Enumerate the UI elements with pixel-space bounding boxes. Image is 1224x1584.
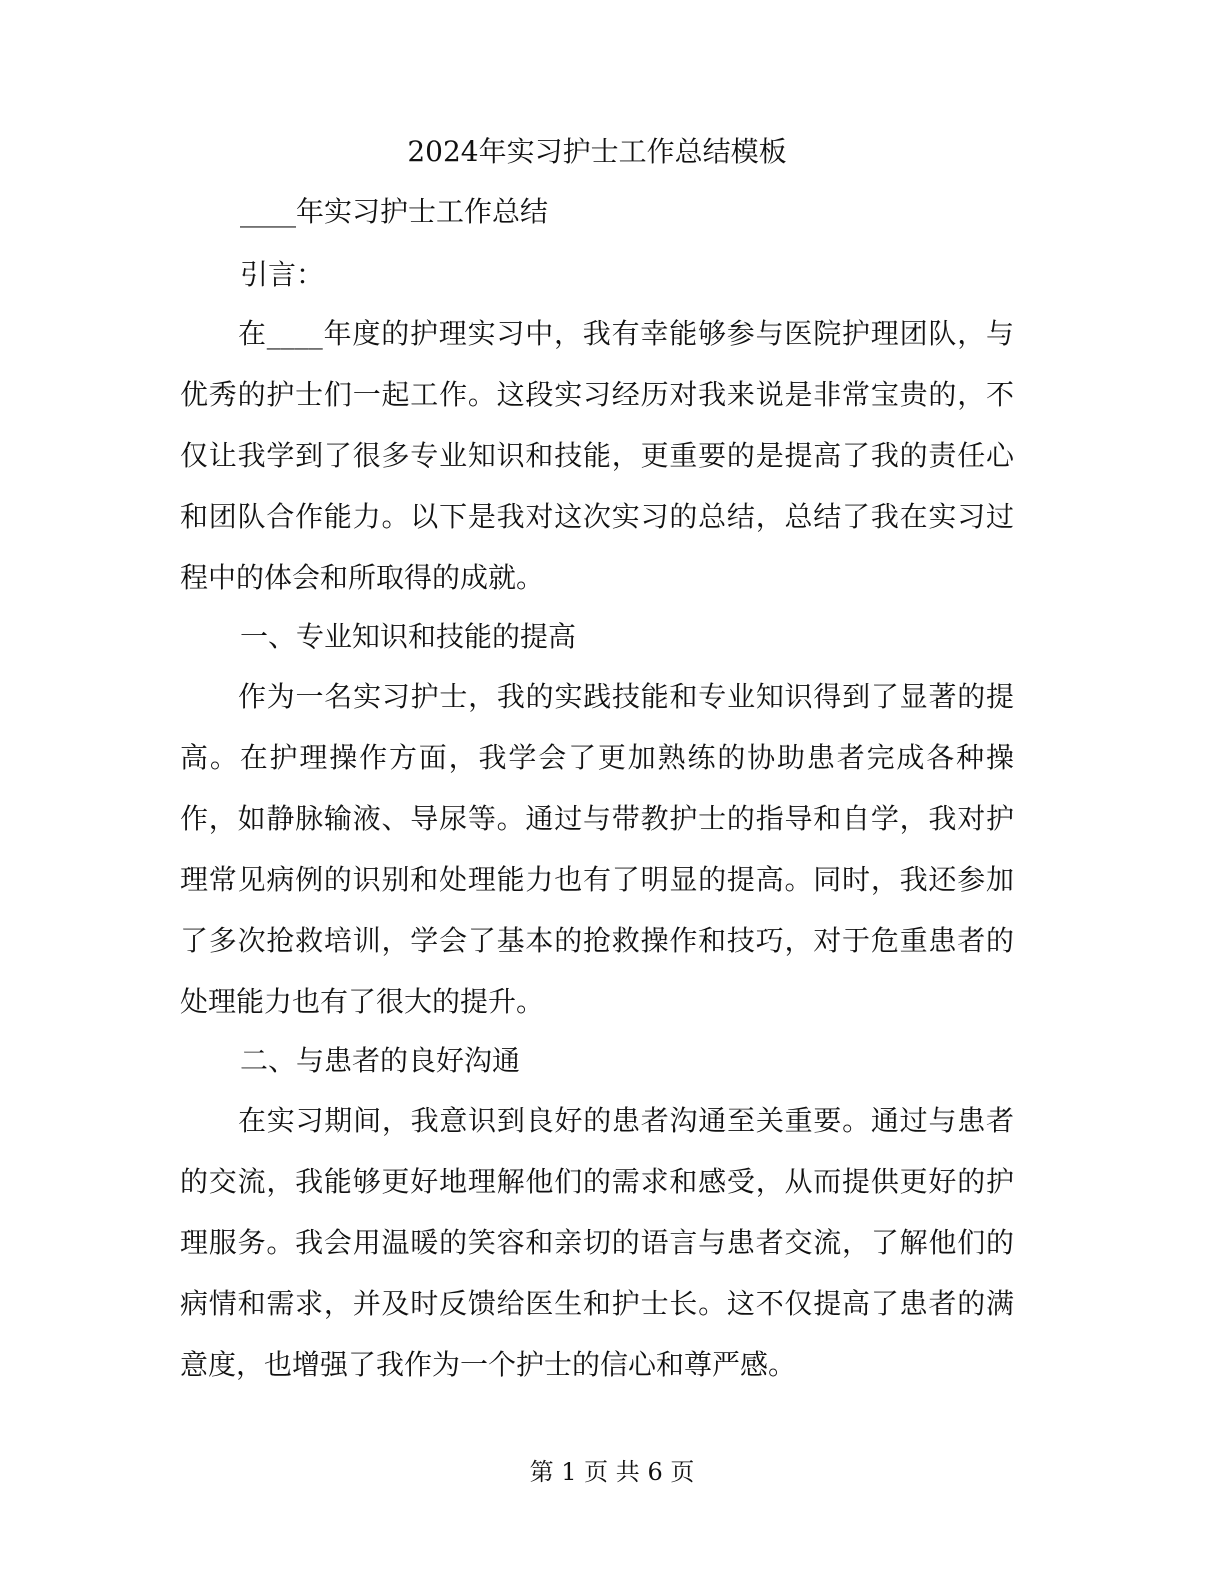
section-heading-1: 一、专业知识和技能的提高: [240, 620, 577, 653]
section-paragraph-1: 作为一名实习护士，我的实践技能和专业知识得到了显著的提高。在护理操作方面，我学会了更加熟练的协助患者完成各种操作，如静脉输液、导尿等。通过与带教护士的指导和自学，我对护理常见病例的识别和处理能力也有了明显的提高。同时，我还参加了多次抢救培训，学会了基本的抢救操作和技巧，对于危重患者的处理能力也有了很大的提升。: [180, 680, 1014, 1018]
document-title: 2024年实习护士工作总结模板: [407, 135, 787, 168]
page-number-footer: 第 1 页 共 6 页: [529, 1458, 695, 1486]
intro-paragraph: 在____年度的护理实习中，我有幸能够参与医院护理团队，与优秀的护士们一起工作。这段实习经历对我来说是非常宝贵的，不仅让我学到了很多专业知识和技能，更重要的是提高了我的责任心和团队合作能力。以下是我对这次实习的总结，总结了我在实习过程中的体会和所取得的成就。: [180, 317, 1014, 594]
document-subtitle: ____年实习护士工作总结: [240, 195, 549, 228]
intro-label: 引言：: [240, 258, 325, 291]
section-paragraph-2: 在实习期间，我意识到良好的患者沟通至关重要。通过与患者的交流，我能够更好地理解他们的需求和感受，从而提供更好的护理服务。我会用温暖的笑容和亲切的语言与患者交流，了解他们的病情和需求，并及时反馈给医生和护士长。这不仅提高了患者的满意度，也增强了我作为一个护士的信心和尊严感。: [180, 1104, 1014, 1381]
section-heading-2: 二、与患者的良好沟通: [240, 1044, 521, 1077]
